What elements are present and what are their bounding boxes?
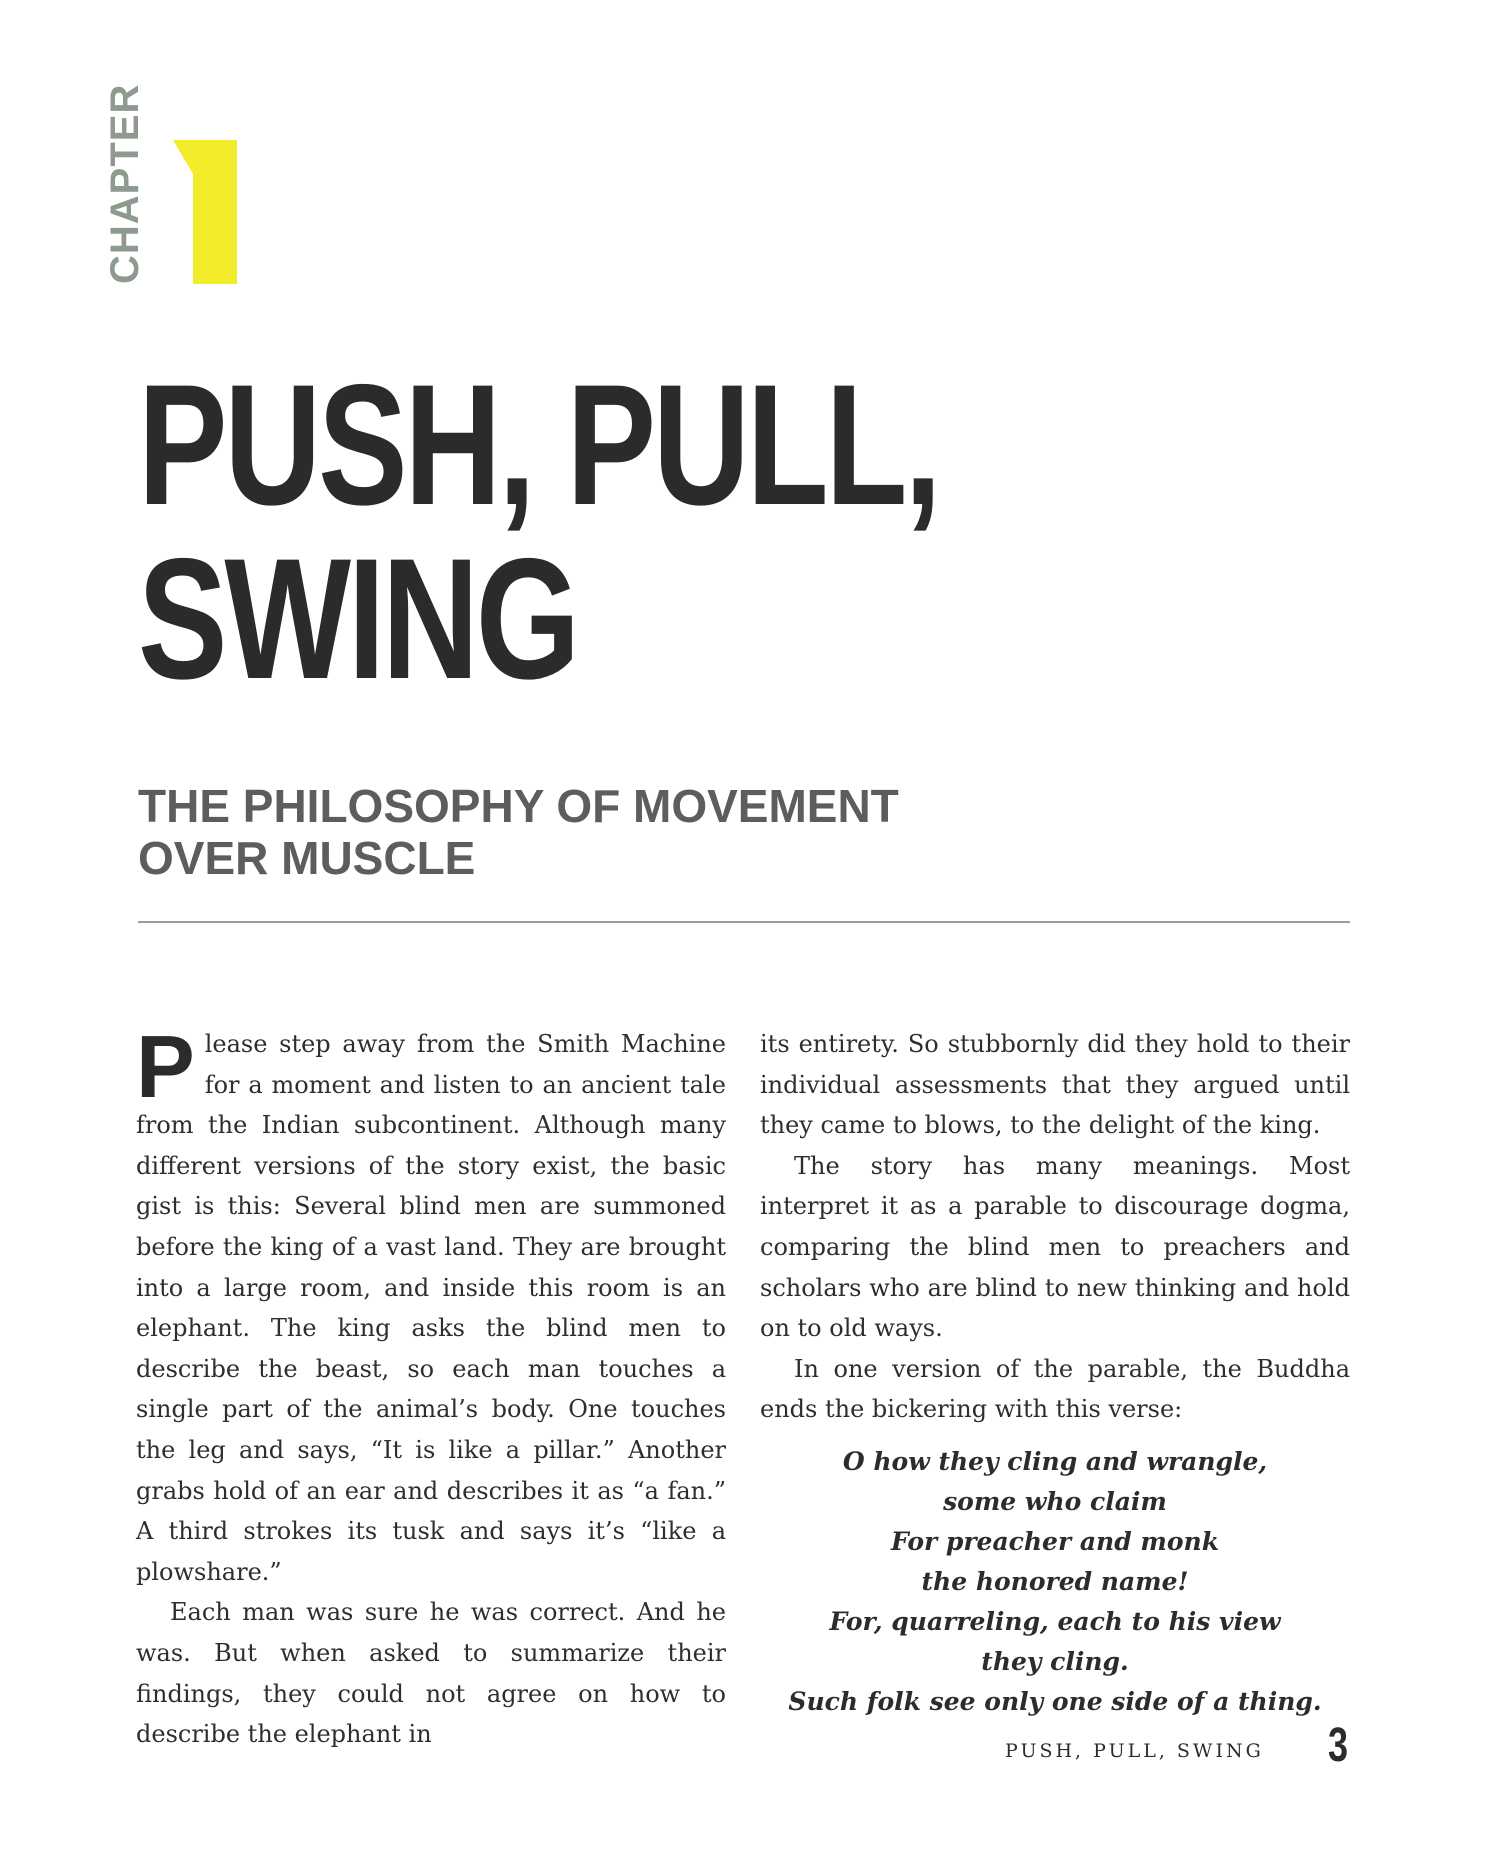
body-paragraph: its entirety. So stubbornly did they hold to their individual assessments that they argued until they came to blows, to the delight of the king. bbox=[760, 1030, 1350, 1140]
verse-line: For, quarreling, each to his view bbox=[829, 1606, 1281, 1636]
verse-line: some who claim bbox=[943, 1486, 1167, 1516]
verse-line: Such folk see only one side of a thing. bbox=[788, 1686, 1322, 1716]
running-head: PUSH, PULL, SWING bbox=[1005, 1740, 1264, 1762]
verse-line: O how they cling and wrangle, bbox=[842, 1446, 1268, 1476]
chapter-subtitle-line-2: OVER MUSCLE bbox=[138, 832, 476, 884]
verse-block bbox=[760, 1442, 1350, 1722]
drop-cap: P bbox=[136, 1017, 195, 1116]
chapter-title bbox=[138, 349, 939, 715]
chapter-number-graphic bbox=[193, 140, 237, 284]
verse-line: For preacher and monk bbox=[890, 1526, 1220, 1556]
verse-line: the honored name! bbox=[921, 1566, 1189, 1596]
chapter-subtitle bbox=[138, 780, 899, 884]
verse-line: they cling. bbox=[981, 1646, 1129, 1676]
body-paragraph: In one version of the parable, the Buddha ends the bickering with this verse: bbox=[760, 1354, 1350, 1424]
paragraph-text: lease step away from the Smith Machine for a moment and listen to an ancient tale from the Indian subcontinent. Although many different versions of the story exist, the basic gist is this: Several blind men are summoned before the king of a vast land. They are brought into a large room, and inside this room is an elephant. The king asks the blind men to describe the beast, so each man touches a single part of the animal’s body. One touches the leg and says, “It is like a pillar.” Another grabs hold of an ear and describes it as “a fan.” A third strokes its tusk and says it’s “like a plowshare.” bbox=[136, 1030, 726, 1586]
chapter-subtitle-line-1: THE PHILOSOPHY OF MOVEMENT bbox=[138, 780, 899, 832]
body-paragraph: Each man was sure he was correct. And he was. But when asked to summarize their findings, they could not agree on how to describe the elephant in bbox=[136, 1598, 726, 1749]
body-column-right bbox=[760, 1024, 1350, 1722]
title-divider bbox=[138, 921, 1350, 923]
body-paragraph bbox=[136, 1017, 726, 1592]
body-paragraph: The story has many meanings. Most interpret it as a parable to discourage dogma, comparing the blind men to preachers and scholars who are blind to new thinking and hold on to old ways. bbox=[760, 1151, 1350, 1343]
chapter-number-flag bbox=[173, 140, 193, 174]
body-column-left bbox=[136, 1017, 726, 1755]
chapter-title-line-1: PUSH, PULL, bbox=[138, 349, 939, 541]
page-number: 3 bbox=[1328, 1719, 1349, 1772]
chapter-title-line-2: SWING bbox=[138, 523, 578, 715]
chapter-label: CHAPTER bbox=[103, 83, 147, 284]
